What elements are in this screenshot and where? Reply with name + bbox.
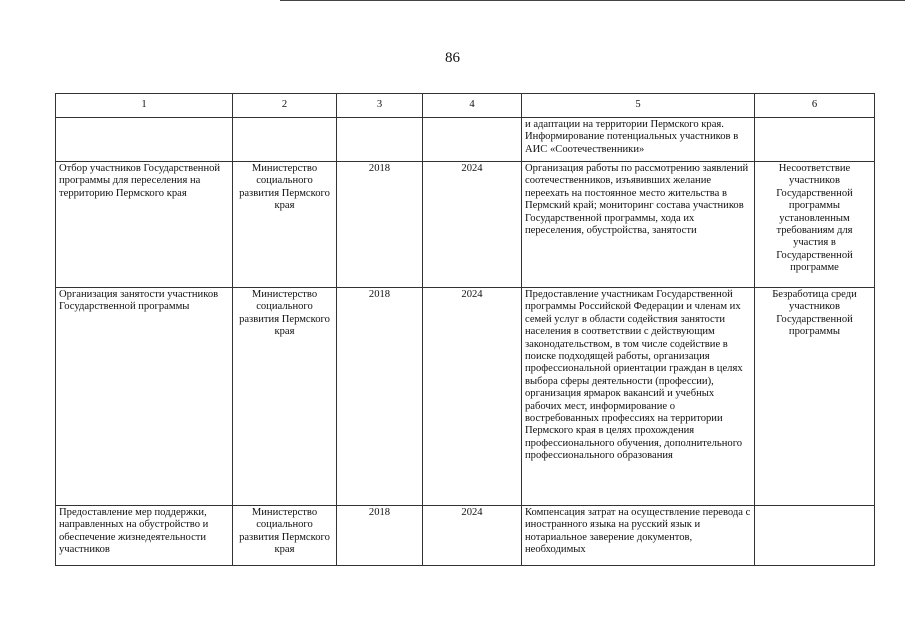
page-number: 86 — [445, 50, 460, 66]
responsible-executor-cell — [233, 118, 337, 162]
responsible-executor-cell: Министерство социального развития Пермского края — [233, 162, 337, 288]
table-header-row — [56, 94, 875, 118]
measure-name-cell — [56, 118, 233, 162]
table-row — [56, 288, 875, 506]
table-row — [56, 506, 875, 566]
start-year-cell: 2018 — [337, 162, 423, 288]
expected-result-cell: и адаптации на территории Пермского края. Информирование потенциальных участников в АИС «Соотечественники» — [522, 118, 755, 162]
column-header-2: 2 — [233, 94, 337, 118]
measure-name-cell: Организация занятости участников Государственной программы — [56, 288, 233, 506]
measure-name-cell: Отбор участников Государственной программы для переселения на территорию Пермского края — [56, 162, 233, 288]
end-year-cell — [423, 118, 522, 162]
responsible-executor-cell: Министерство социального развития Пермского края — [233, 288, 337, 506]
expected-result-cell: Компенсация затрат на осуществление перевода с иностранного языка на русский язык и нотариальное заверение документов, необходимых — [522, 506, 755, 566]
risk-cell — [755, 506, 875, 566]
responsible-executor-cell: Министерство социального развития Пермского края — [233, 506, 337, 566]
measure-name-cell: Предоставление мер поддержки, направленных на обустройство и обеспечение жизнедеятельности участников — [56, 506, 233, 566]
end-year-cell: 2024 — [423, 506, 522, 566]
start-year-cell: 2018 — [337, 506, 423, 566]
end-year-cell: 2024 — [423, 162, 522, 288]
risk-cell — [755, 118, 875, 162]
risk-cell: Безработица среди участников Государственной программы — [755, 288, 875, 506]
end-year-cell: 2024 — [423, 288, 522, 506]
table-row — [56, 118, 875, 162]
program-measures-table — [55, 93, 875, 566]
start-year-cell: 2018 — [337, 288, 423, 506]
column-header-1: 1 — [56, 94, 233, 118]
column-header-5: 5 — [522, 94, 755, 118]
column-header-4: 4 — [423, 94, 522, 118]
start-year-cell — [337, 118, 423, 162]
column-header-3: 3 — [337, 94, 423, 118]
column-header-6: 6 — [755, 94, 875, 118]
expected-result-cell: Предоставление участникам Государственной программы Российской Федерации и членам их семей услуг в области содействия занятости населения в соответствии с действующим законодательством, в том числе содействие в поиске подходящей работы, организация профессиональной ориентации граждан в целях выбора сферы деятельности (профессии), организация ярмарок вакансий и учебных рабочих мест, информирование о востребованных профессиях на территории Пермского края в целях прохождения профессионального обучения, дополнительного профессионального образования — [522, 288, 755, 506]
risk-cell: Несоответствие участников Государственной программы установленным требованиям для участия в Государственной программе — [755, 162, 875, 288]
table-row — [56, 162, 875, 288]
top-page-rule — [280, 0, 905, 1]
expected-result-cell: Организация работы по рассмотрению заявлений соотечественников, изъявивших желание переехать на постоянное место жительства в Пермский край; мониторинг состава участников Государственной программы, хода их переселения, обустройства, занятости — [522, 162, 755, 288]
